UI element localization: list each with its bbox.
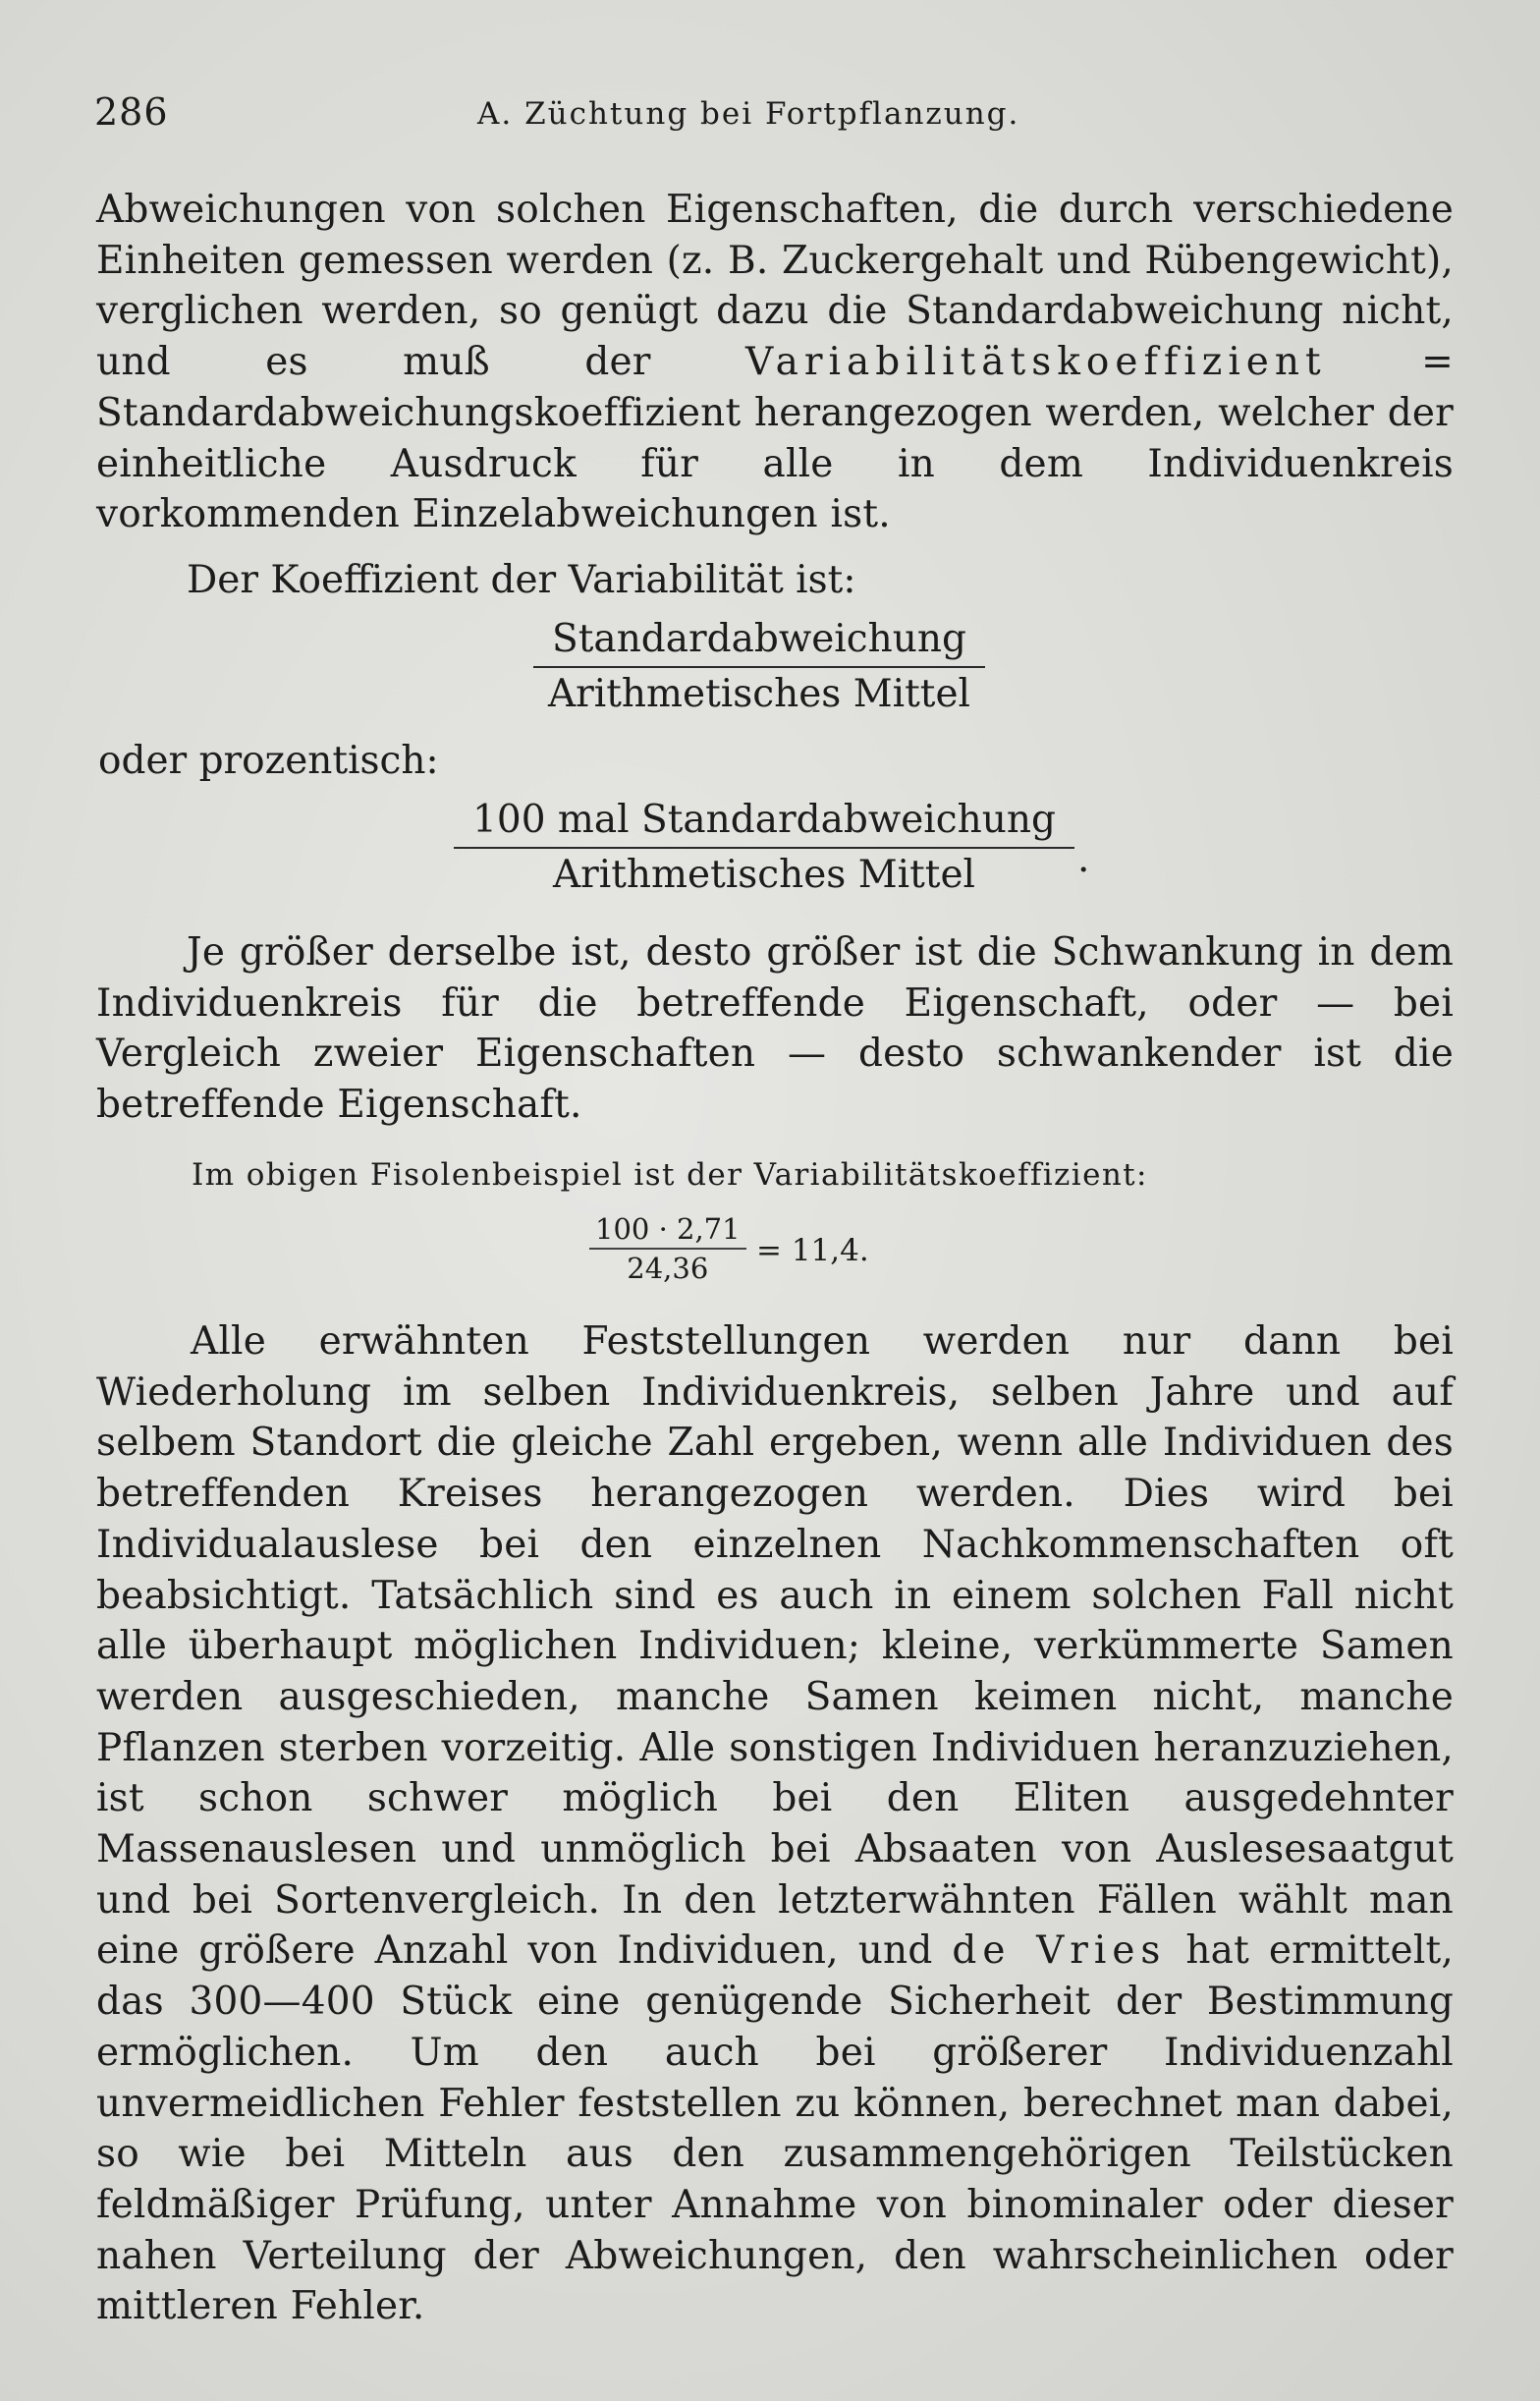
formula2-period: . [1077,837,1090,881]
paragraph-variability-intro [96,185,1454,540]
page-number: 286 [94,90,169,134]
coefficient-intro: Der Koeffizient der Variabilität ist: [187,558,856,602]
percent-intro: oder prozentisch: [98,739,439,783]
spaced-name-de-vries: de Vries [952,1928,1167,1974]
paragraph-schwankung: Je größer derselbe ist, desto größer ist die Schwankung in dem Individuenkreis für die betreffende Eigenschaft, oder — bei Vergleich zweier Eigenschaften — desto schwankender ist die betreffende Eigenschaft. [96,930,1454,1128]
formula-percent [454,798,1074,898]
page-header [94,90,1450,145]
paragraph-feststellungen [96,1316,1454,2332]
running-head: A. Züchtung bei Fortpflanzung. [477,96,1020,132]
paragraph1-text-before: Abweichungen von solchen Eigenschaften, die durch verschiedene Einheiten gemessen werden (z. B. Zuckergehalt und Rübengewicht), verglichen werden, so genügt dazu die Standardabweichung nicht, und es muß der [96,188,1454,385]
example-denominator: 24,36 [627,1251,709,1285]
formula-coefficient [533,617,985,717]
example-sentence: Im obigen Fisolenbeispiel ist der Variabilitätskoeffizient: [192,1157,1148,1193]
example-formula [589,1210,746,1287]
spaced-term-variabilitaetskoeffizient: Variabilitätskoeffizient [745,340,1327,385]
formula2-numerator: 100 mal Standardabweichung [472,798,1056,842]
formula1-numerator: Standardabweichung [552,617,966,661]
example-result: = 11,4. [756,1233,869,1268]
paragraph1-text-after: = Standardabweichungskoeffizient herangezogen werden, welcher der einheitliche Ausdruck für alle in dem Individuenkreis vorkommenden Einzelabweichungen ist. [96,340,1454,537]
formula1-denominator: Arithmetisches Mittel [547,672,971,716]
paragraph3-text-before: Alle erwähnten Feststellungen werden nur dann bei Wiederholung im selben Individuenkreis, selben Jahre und auf selbem Standort die gleiche Zahl ergeben, wenn alle Individuen des betreffenden Kreises herangezogen werden. Dies wird bei Individualauslese bei den einzelnen Nachkommenschaften oft beabsichtigt. Tatsächlich sind es auch in einem solchen Fall nicht alle überhaupt möglichen Individuen; kleine, verkümmerte Samen werden ausgeschieden, manche Samen keimen nicht, manche Pflanzen sterben vorzeitig. Alle sonstigen Individuen heranzuziehen, ist schon schwer möglich bei den Eliten ausgedehnter Massenauslesen und unmöglich bei Absaaten von Auslesesaatgut und bei Sortenvergleich. In den letzterwähnten Fällen wählt man eine größere Anzahl von Individuen, und [96,1319,1454,1974]
example-numerator: 100 · 2,71 [595,1212,741,1246]
formula2-denominator: Arithmetisches Mittel [552,853,976,897]
paragraph3-text-after: hat ermittelt, das 300—400 Stück eine genügende Sicherheit der Bestimmung ermöglichen. Um den auch bei größerer Individuenzahl unvermeidlichen Fehler feststellen zu können, berechnet man dabei, so wie bei Mitteln aus den zusammengehörigen Teilstücken feldmäßiger Prüfung, unter Annahme von binominaler oder dieser nahen Verteilung der Abweichungen, den wahrscheinlichen oder mittleren Fehler. [96,1928,1454,2329]
